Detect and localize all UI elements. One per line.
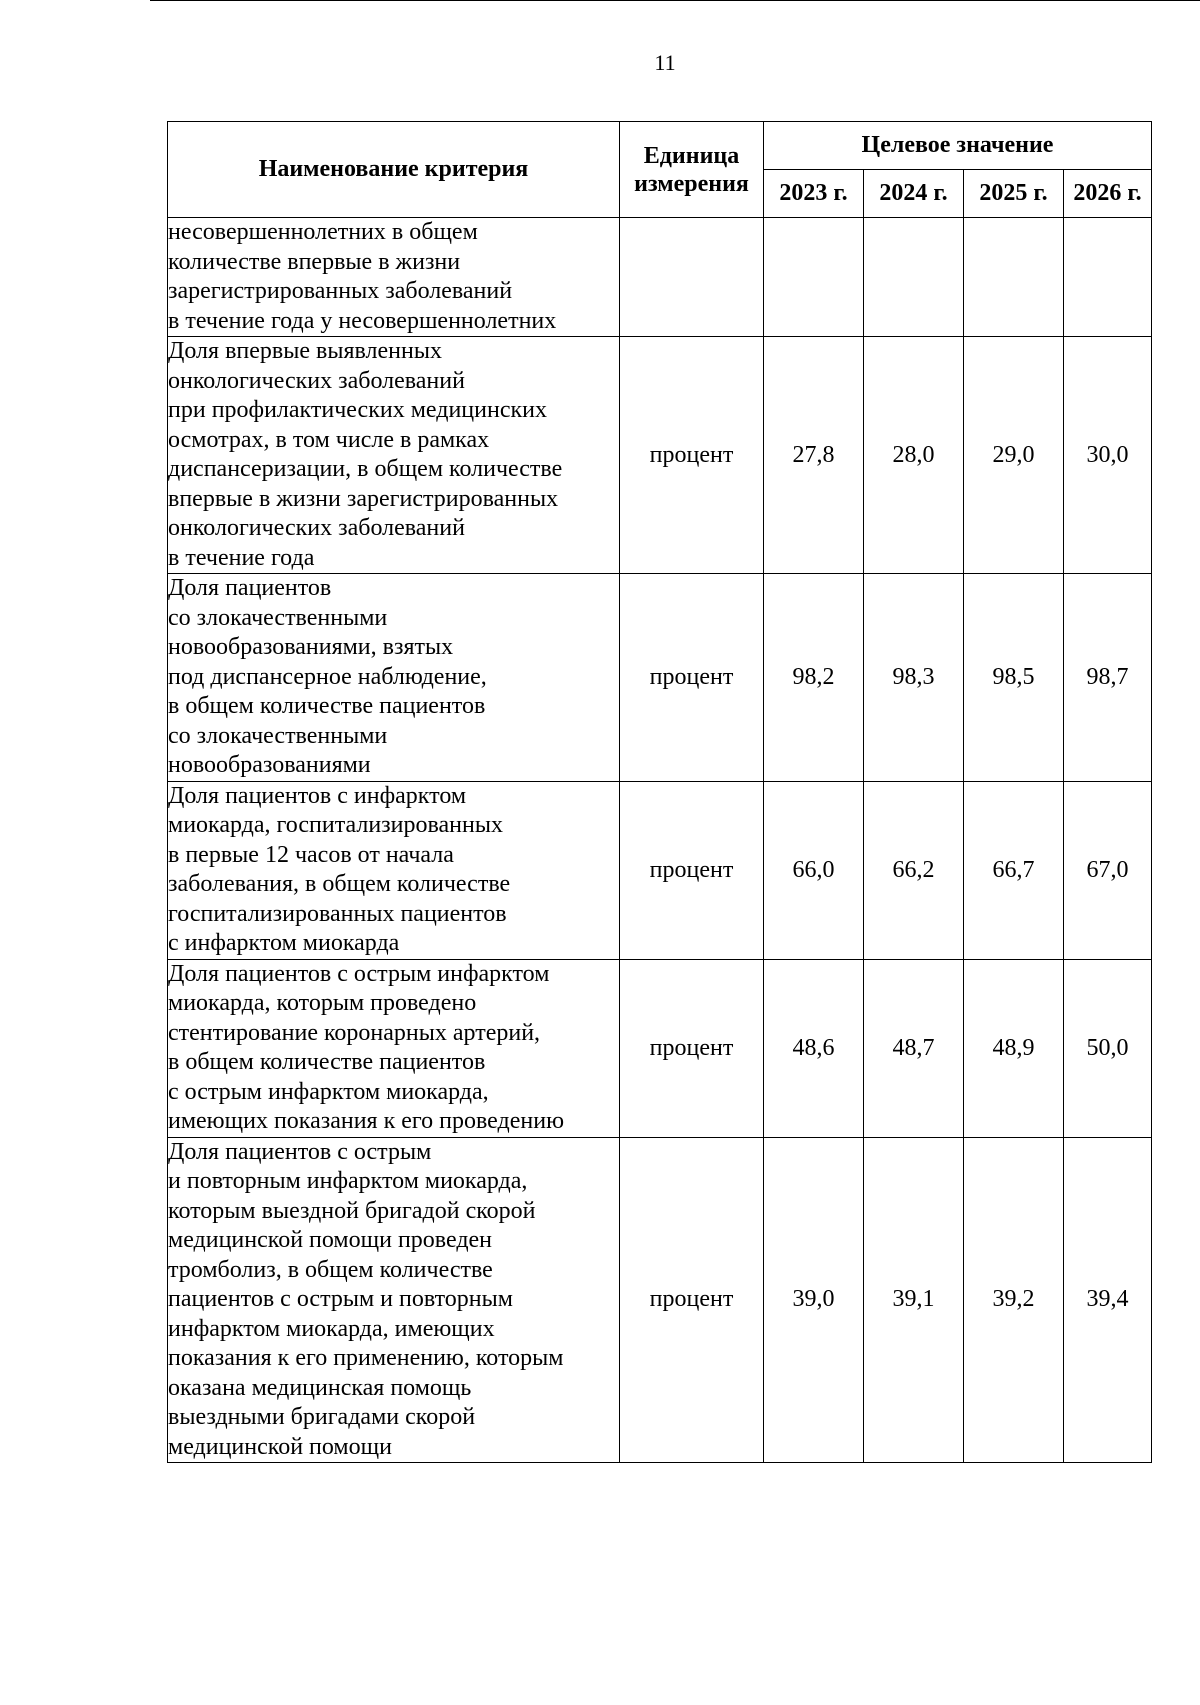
- criterion-cell: [168, 959, 620, 1137]
- criterion-line: имеющих показания к его проведению: [168, 1108, 564, 1134]
- criterion-line: показания к его применению, которым: [168, 1345, 564, 1371]
- header-criterion: Наименование критерия: [168, 122, 620, 218]
- table-row: [168, 574, 1152, 782]
- criterion-line: в общем количестве пациентов: [168, 693, 486, 719]
- criterion-line: осмотрах, в том числе в рамках: [168, 426, 490, 453]
- value-cell-2023: 48,6: [764, 959, 864, 1137]
- table-row: [168, 781, 1152, 959]
- value-cell-2023: 66,0: [764, 781, 864, 959]
- criterion-line: тромболиз, в общем количестве: [168, 1256, 493, 1283]
- value-cell-2025: 66,7: [964, 781, 1064, 959]
- criterion-line: госпитализированных пациентов: [168, 900, 507, 927]
- unit-cell: процент: [620, 781, 764, 959]
- criterion-line: Доля пациентов с острым инфарктом: [168, 960, 550, 987]
- value-cell-2024: 39,1: [864, 1137, 964, 1463]
- header-unit-line1: Единица: [643, 142, 740, 169]
- table-row: [168, 337, 1152, 574]
- value-cell-2025: 98,5: [964, 574, 1064, 782]
- value-cell-2024: 48,7: [864, 959, 964, 1137]
- value-cell-2023: 98,2: [764, 574, 864, 782]
- criterion-line: со злокачественными: [168, 722, 388, 749]
- criterion-line: миокарда, которым проведено: [168, 990, 477, 1016]
- criterion-line: выездными бригадами скорой: [168, 1404, 476, 1430]
- value-cell-2023: [764, 218, 864, 337]
- criterion-line: заболевания, в общем количестве: [168, 871, 511, 897]
- value-cell-2023: 27,8: [764, 337, 864, 574]
- criterion-line: с инфарктом миокарда: [168, 930, 400, 956]
- header-year-2025: 2025 г.: [964, 170, 1064, 218]
- table-row: [168, 218, 1152, 337]
- header-unit-line2: измерения: [634, 170, 749, 197]
- value-cell-2024: 98,3: [864, 574, 964, 782]
- header-target-value: Целевое значение: [764, 122, 1152, 170]
- criterion-line: при профилактических медицинских: [168, 397, 547, 423]
- criterion-line: новообразованиями: [168, 752, 371, 778]
- value-cell-2024: 66,2: [864, 781, 964, 959]
- criterion-line: под диспансерное наблюдение,: [168, 663, 487, 690]
- criterion-line: количестве впервые в жизни: [168, 248, 461, 275]
- criterion-line: медицинской помощи проведен: [168, 1227, 493, 1253]
- value-cell-2026: 30,0: [1064, 337, 1152, 574]
- criterion-cell: [168, 781, 620, 959]
- criterion-line: несовершеннолетних в общем: [168, 219, 478, 245]
- header-year-2024: 2024 г.: [864, 170, 964, 218]
- value-cell-2024: [864, 218, 964, 337]
- criterion-line: Доля впервые выявленных: [168, 338, 442, 364]
- header-year-2026: 2026 г.: [1064, 170, 1152, 218]
- criterion-line: медицинской помощи: [168, 1433, 392, 1460]
- criterion-line: в течение года у несовершеннолетних: [168, 307, 557, 334]
- value-cell-2023: 39,0: [764, 1137, 864, 1463]
- criterion-line: в первые 12 часов от начала: [168, 841, 454, 868]
- criterion-line: в общем количестве пациентов: [168, 1049, 486, 1075]
- criteria-table: [167, 121, 1152, 1463]
- criterion-line: диспансеризации, в общем количестве: [168, 456, 563, 482]
- criterion-cell: [168, 574, 620, 782]
- criterion-cell: [168, 1137, 620, 1463]
- value-cell-2025: 29,0: [964, 337, 1064, 574]
- value-cell-2025: [964, 218, 1064, 337]
- unit-cell: процент: [620, 1137, 764, 1463]
- criterion-line: зарегистрированных заболеваний: [168, 278, 513, 304]
- criterion-cell: [168, 337, 620, 574]
- criterion-line: которым выездной бригадой скорой: [168, 1197, 536, 1224]
- criterion-line: стентирование коронарных артерий,: [168, 1019, 541, 1046]
- value-cell-2026: 50,0: [1064, 959, 1152, 1137]
- header-year-2023: 2023 г.: [764, 170, 864, 218]
- criterion-line: инфарктом миокарда, имеющих: [168, 1315, 495, 1342]
- criterion-line: пациентов с острым и повторным: [168, 1286, 513, 1312]
- value-cell-2025: 48,9: [964, 959, 1064, 1137]
- criterion-line: впервые в жизни зарегистрированных: [168, 485, 559, 512]
- criterion-line: новообразованиями, взятых: [168, 634, 454, 660]
- criterion-line: онкологических заболеваний: [168, 515, 465, 541]
- unit-cell: процент: [620, 337, 764, 574]
- table-row: [168, 1137, 1152, 1463]
- unit-cell: процент: [620, 959, 764, 1137]
- criterion-line: с острым инфарктом миокарда,: [168, 1078, 489, 1105]
- header-unit: [620, 122, 764, 218]
- criterion-line: и повторным инфарктом миокарда,: [168, 1168, 528, 1194]
- criterion-cell: [168, 218, 620, 337]
- value-cell-2026: 39,4: [1064, 1137, 1152, 1463]
- value-cell-2026: 98,7: [1064, 574, 1152, 782]
- unit-cell: [620, 218, 764, 337]
- value-cell-2026: [1064, 218, 1152, 337]
- criterion-line: миокарда, госпитализированных: [168, 812, 503, 838]
- criterion-line: со злокачественными: [168, 604, 388, 631]
- criterion-line: онкологических заболеваний: [168, 367, 465, 394]
- page-number: 11: [654, 50, 676, 75]
- criterion-line: Доля пациентов с инфарктом: [168, 782, 467, 809]
- criterion-line: оказана медицинская помощь: [168, 1374, 472, 1401]
- unit-cell: процент: [620, 574, 764, 782]
- criterion-line: Доля пациентов: [168, 575, 332, 601]
- value-cell-2024: 28,0: [864, 337, 964, 574]
- value-cell-2025: 39,2: [964, 1137, 1064, 1463]
- table-body: [168, 218, 1152, 1463]
- criterion-line: в течение года: [168, 544, 315, 571]
- criterion-line: Доля пациентов с острым: [168, 1138, 432, 1165]
- top-rule: [150, 0, 1200, 1]
- table-row: [168, 959, 1152, 1137]
- value-cell-2026: 67,0: [1064, 781, 1152, 959]
